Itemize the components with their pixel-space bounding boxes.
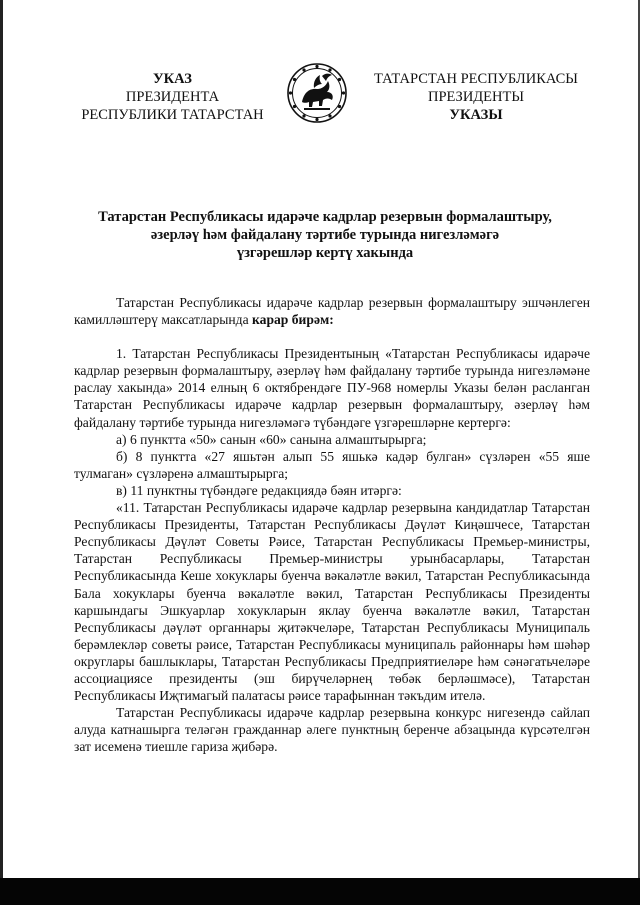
header-left-line2: ПРЕЗИДЕНТА: [125, 89, 220, 105]
item-v: в) 11 пунктны түбәндәге редакциядә бәян итәргә:: [116, 482, 402, 498]
coat-of-arms-icon: [286, 62, 348, 124]
header-right-line1: ТАТАРСТАН РЕСПУБЛИКАСЫ: [374, 71, 578, 87]
header-right-line2: ПРЕЗИДЕНТЫ: [427, 89, 525, 105]
document-title: [60, 208, 590, 262]
header-left-line3: РЕСПУБЛИКИ ТАТАРСТАН: [81, 107, 264, 123]
header-left-line1: УКАЗ: [153, 71, 192, 87]
quoted-paragraph-11: «11. Татарстан Республикасы идарәче кадрлар резервына кандидатлар Татарстан Республикасы Президенты, Татарстан Республикасы Дәүләт Киңәшчесе, Татарстан Республикасы Дәүләт Советы Рәисе, Татарстан Республикасы Премьер-министры, Татарстан Республикасы Премьер-министры урынбасарлары, Татарстан Республикасында Кеше хокуклары буенча вәкаләтле вәкил, Татарстан Республикасында Бала хокуклары буенча вәкаләтле вәкил, Татарстан Республикасы Президенты каршындагы Эшкуарлар хокукларын яклау буенча вәкаләтле вәкил, Татарстан Республикасы дәүләт органнары җитәкчеләре, Татарстан Республикасы Муниципаль берәмлекләр советы рәисе, Татарстан Республикасы муниципаль районнары һәм шәһәр округлары башлыклары, Татарстан Республикасы Предприятиеләре һәм сәнәгатьчеләре ассоциациясе президенты (эш бирүчеләрнең төбәк берләшмәсе), Татарстан Республикасы Иҗтимагый палатасы рәисе тарафыннан тәкъдим ителә.: [74, 500, 590, 704]
header-tatar: [362, 70, 590, 124]
title-line3: үзгәрешләр кертү хакында: [236, 245, 414, 261]
paragraph-1: 1. Татарстан Республикасы Президентының «Татарстан Республикасы идарәче кадрлар резервын формалаштыру, әзерләү һәм файдалану тәртибе турында нигезләмәне раслау хакында» 2014 елның 6 октябрендәге ПУ-968 номерлы Указы белән расланган Татарстан Республикасы идарәче кадрлар резервын формалаштыру, әзерләү һәм файдалану тәртибе турында нигезләмәгә түбәндәге үзгәрешләрне кертергә:: [74, 346, 590, 430]
scan-bottom-edge: [0, 878, 640, 905]
item-b: б) 8 пунктта «27 яшьтән алып 55 яшькә кадәр булган» сүзләрен «55 яше тулмаган» сүзләренә алмаштырырга;: [74, 448, 590, 481]
header-russian: [70, 70, 275, 124]
intro-decision: карар бирәм:: [252, 312, 334, 328]
intro-text: Татарстан Республикасы идарәче кадрлар резервын формалаштыру эшчәнлеген камилләштерү максатларында: [74, 295, 590, 328]
scan-left-edge: [0, 0, 3, 880]
document-body: [74, 294, 590, 755]
header-right-line3: УКАЗЫ: [449, 107, 503, 123]
title-line2: әзерләү һәм файдалану тәртибе турында нигезләмәгә: [150, 227, 500, 243]
intro-paragraph: [74, 294, 590, 328]
paragraph-last: Татарстан Республикасы идарәче кадрлар резервына конкурс нигезендә сайлап алуда катнашырга теләгән гражданнар әлеге пунктның беренче абзацында күрсәтелгән зат исеменә тиешле гариза җибәрә.: [74, 705, 590, 755]
item-a: а) 6 пунктта «50» санын «60» санына алмаштырырга;: [116, 431, 427, 447]
title-line1: Татарстан Республикасы идарәче кадрлар резервын формалаштыру,: [98, 209, 552, 225]
